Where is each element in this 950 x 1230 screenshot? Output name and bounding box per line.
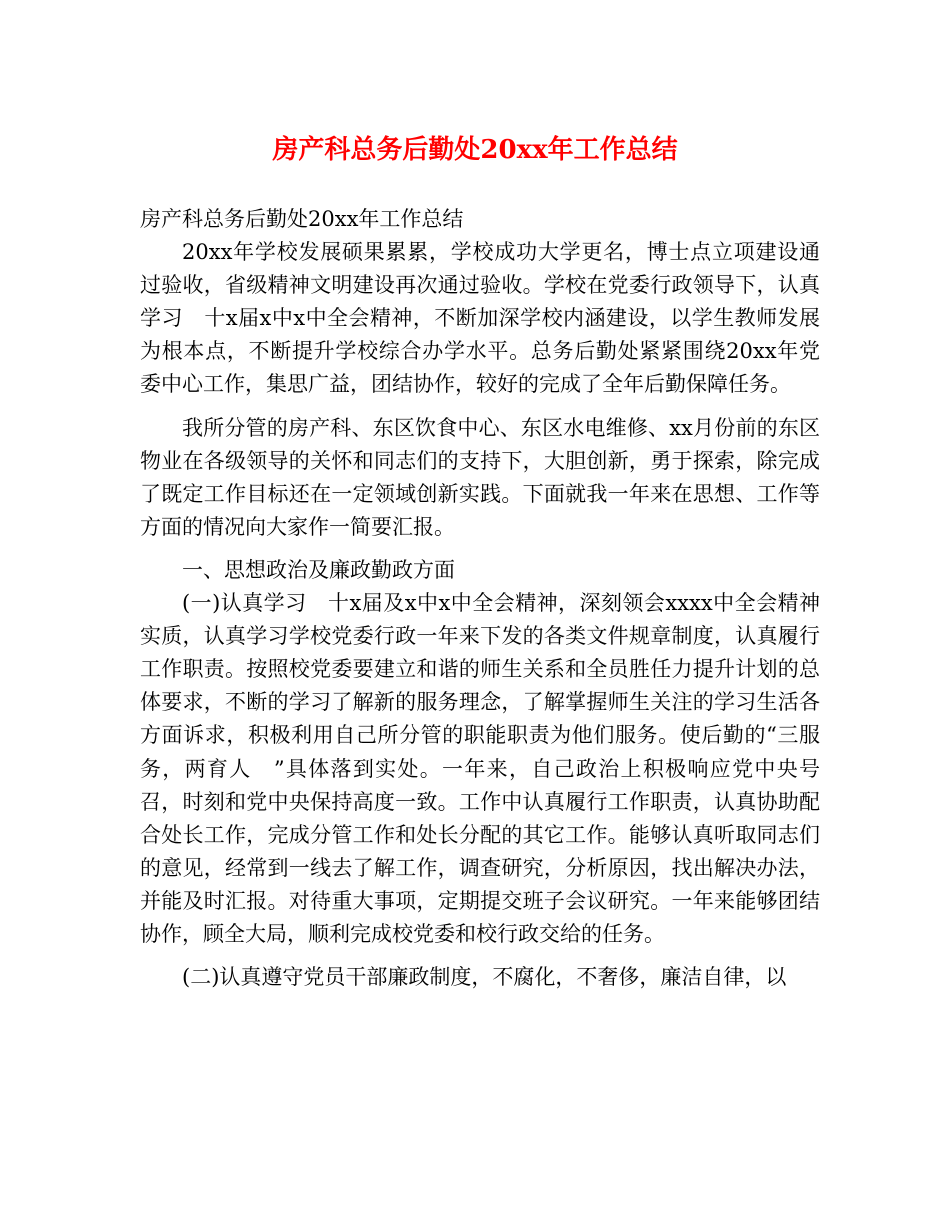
document-title: 房产科总务后勤处20xx年工作总结	[272, 135, 678, 165]
paragraph-scope: 我所分管的房产科、东区饮食中心、东区水电维修、xx月份前的东区物业在各级领导的关怀和同志们的支持下，大胆创新，勇于探索，除完成了既定工作目标还在一定领域创新实践。下面就我一年来在思想、工作等方面的情况向大家作一简要汇报。	[140, 415, 820, 539]
section-heading: 一、思想政治及廉政勤政方面	[182, 557, 455, 582]
paragraph-intro: 20xx年学校发展硕果累累，学校成功大学更名，博士点立项建设通过验收，省级精神文明建设再次通过验收。学校在党委行政领导下，认真学习 十x届x中x中全会精神，不断加深学校内涵建设，以学生教师发展为根本点，不断提升学校综合办学水平。总务后勤处紧紧围绕20xx年党委中心工作，集思广益，团结协作，较好的完成了全年后勤保障任务。	[140, 240, 820, 397]
paragraph-item-1: (一)认真学习 十x届及x中x中全会精神，深刻领会xxxx中全会精神实质，认真学习学校党委行政一年来下发的各类文件规章制度，认真履行工作职责。按照校党委要建立和谐的师生关系和全员胜任力提升计划的总体要求，不断的学习了解新的服务理念，了解掌握师生关注的学习生活各方面诉求，积极利用自己所分管的职能职责为他们服务。使后勤的“三服务，两育人 ”具体落到实处。一年来，自己政治上积极响应党中央号召，时刻和党中央保持高度一致。工作中认真履行工作职责，认真协助配合处长工作，完成分管工作和处长分配的其它工作。能够认真听取同志们的意见，经常到一线去了解工作，调查研究，分析原因，找出解决办法，并能及时汇报。对待重大事项，定期提交班子会议研究。一年来能够团结协作，顾全大局，顺利完成校党委和校行政交给的任务。	[140, 591, 820, 946]
document-body	[140, 203, 820, 994]
paragraph-item-2: (二)认真遵守党员干部廉政制度，不腐化，不奢侈，廉洁自律，以	[182, 965, 787, 990]
document-subtitle: 房产科总务后勤处20xx年工作总结	[140, 207, 464, 231]
